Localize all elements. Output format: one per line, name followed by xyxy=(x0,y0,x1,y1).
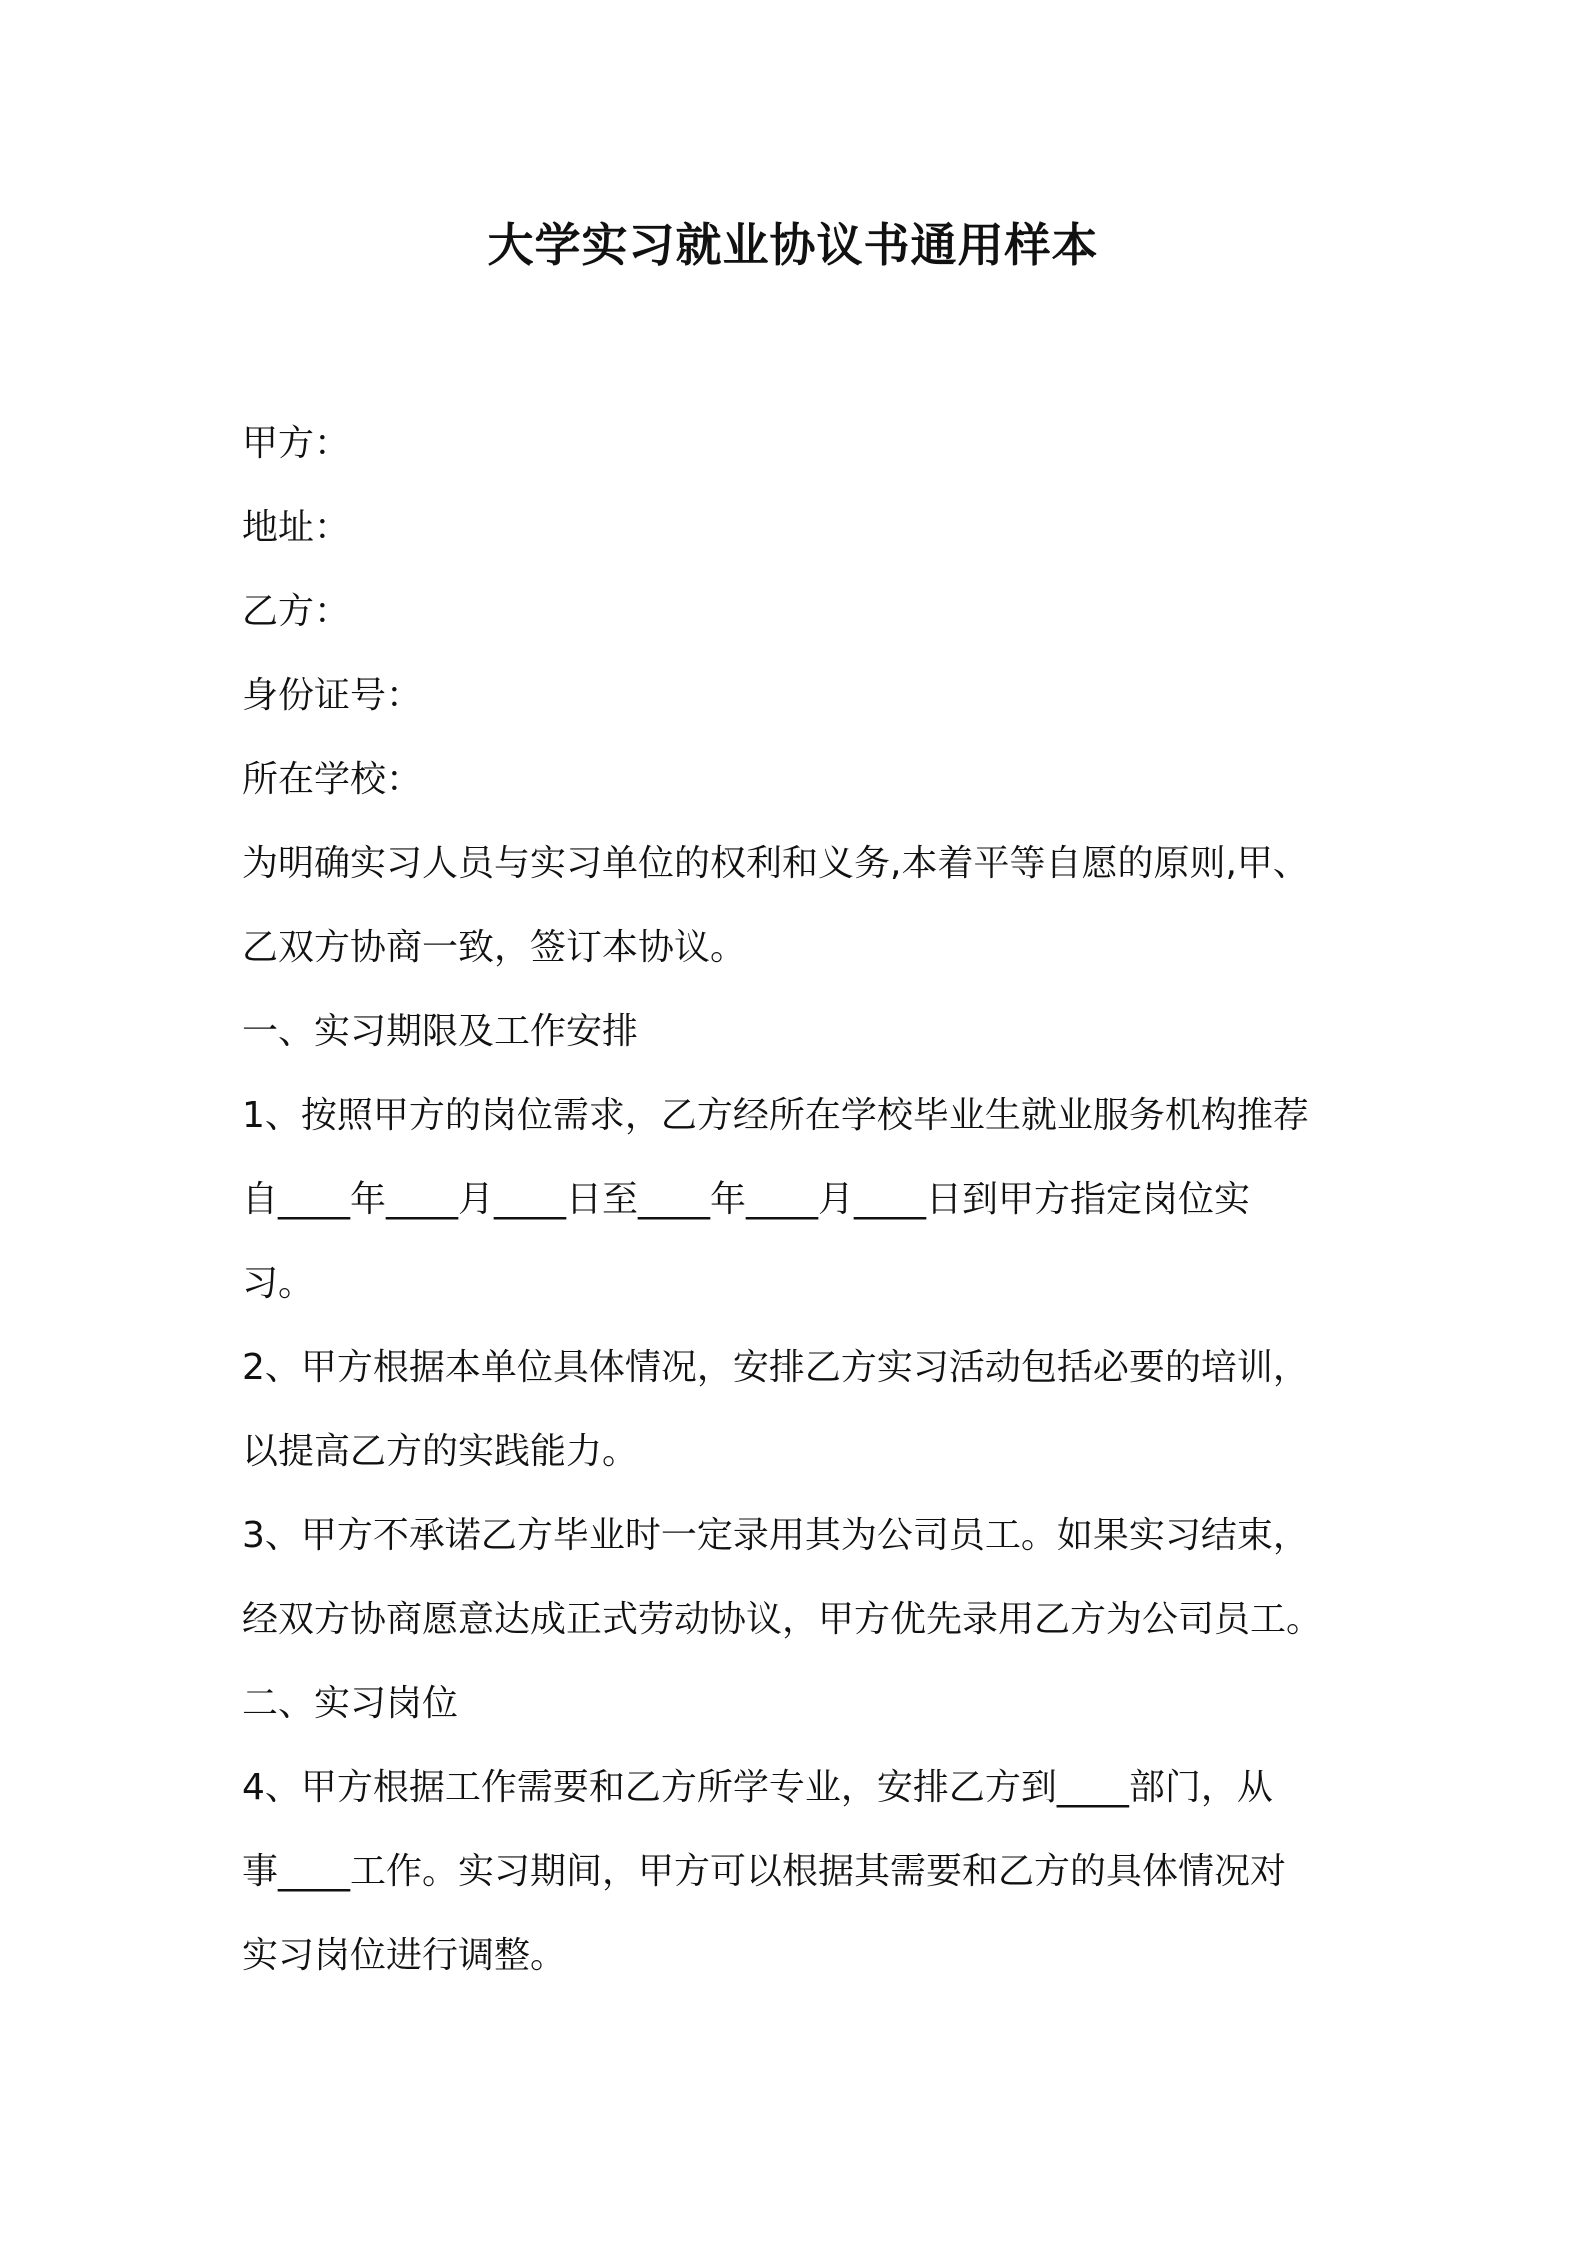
clause-3-line-2: 经双方协商愿意达成正式劳动协议，甲方优先录用乙方为公司员工。 xyxy=(242,1599,1323,1640)
clause-1-line-3: 习。 xyxy=(242,1263,315,1304)
field-label: 地址： xyxy=(242,507,351,548)
field-id-number xyxy=(242,654,1362,738)
clause-4-line-1: 4、甲方根据工作需要和乙方所学专业，安排乙方到____部门，从 xyxy=(242,1767,1273,1808)
field-label: 所在学校： xyxy=(242,759,423,800)
document-body xyxy=(242,402,1362,1998)
section-heading-1: 一、实习期限及工作安排 xyxy=(242,1011,639,1052)
intro-line-1: 为明确实习人员与实习单位的权利和义务,本着平等自愿的原则,甲、 xyxy=(242,843,1309,884)
clause-2-line-1: 2、甲方根据本单位具体情况，安排乙方实习活动包括必要的培训， xyxy=(242,1347,1309,1388)
clause-1-line-2: 自____年____月____日至____年____月____日到甲方指定岗位实 xyxy=(242,1179,1251,1220)
section-heading-2: 二、实习岗位 xyxy=(242,1683,459,1724)
clause-4-line-3: 实习岗位进行调整。 xyxy=(242,1935,567,1976)
clause-3-line-1: 3、甲方不承诺乙方毕业时一定录用其为公司员工。如果实习结束， xyxy=(242,1515,1309,1556)
intro-line-2: 乙双方协商一致，签订本协议。 xyxy=(242,927,747,968)
field-label: 甲方： xyxy=(242,423,351,464)
field-party-a xyxy=(242,402,1362,486)
field-label: 乙方： xyxy=(242,591,351,632)
document-title: 大学实习就业协议书通用样本 xyxy=(487,218,1099,272)
clause-1-line-1: 1、按照甲方的岗位需求，乙方经所在学校毕业生就业服务机构推荐 xyxy=(242,1095,1309,1136)
field-school xyxy=(242,738,1362,822)
field-party-b xyxy=(242,570,1362,654)
field-label: 身份证号： xyxy=(242,675,423,716)
clause-2-line-2: 以提高乙方的实践能力。 xyxy=(242,1431,639,1472)
field-address xyxy=(242,486,1362,570)
clause-4-line-2: 事____工作。实习期间，甲方可以根据其需要和乙方的具体情况对 xyxy=(242,1851,1287,1892)
